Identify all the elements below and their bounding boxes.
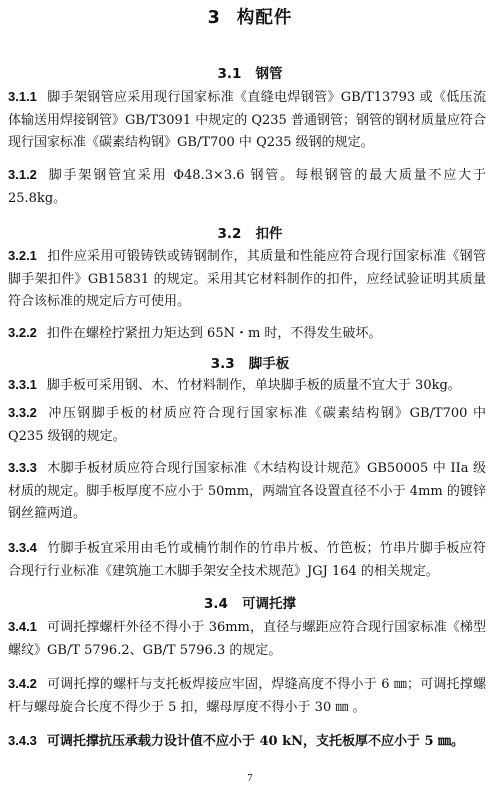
section-title: 钢管 bbox=[255, 66, 283, 82]
section-title: 脚手板 bbox=[248, 356, 290, 372]
page-number: 7 bbox=[247, 772, 253, 784]
clause-text: 冲压钢脚手板的材质应符合现行国家标准《碳素结构钢》GB/T700 中 Q235 级钢的规定。 bbox=[8, 406, 486, 444]
clause bbox=[8, 245, 486, 314]
section-number: 3.2 bbox=[217, 226, 242, 242]
chapter-title: 构配件 bbox=[236, 8, 293, 28]
clause-text: 扣件在螺栓拧紧扭力矩达到 65N・m 时，不得发生破坏。 bbox=[46, 326, 382, 341]
clause-number: 3.1.2 bbox=[8, 167, 37, 182]
clause-text: 竹脚手板宜采用由毛竹或楠竹制作的竹串片板、竹笆板；竹串片脚手板应符合现行行业标准《建筑施工木脚手架安全技术规范》JGJ 164 的相关规定。 bbox=[8, 541, 486, 579]
clause-text: 可调托撑抗压承载力设计值不应小于 40 kN，支托板厚不应小于 5 ㎜。 bbox=[46, 734, 465, 749]
section-heading bbox=[0, 62, 500, 82]
clause bbox=[8, 374, 486, 398]
clause-number: 3.3.2 bbox=[8, 405, 37, 420]
chapter-number: 3 bbox=[207, 8, 221, 28]
clause-number: 3.4.3 bbox=[8, 733, 37, 748]
clause-number: 3.3.1 bbox=[8, 377, 37, 392]
clause-number: 3.4.2 bbox=[8, 676, 37, 691]
section-number: 3.3 bbox=[210, 356, 235, 372]
clause-text: 木脚手板材质应符合现行国家标准《木结构设计规范》GB50005 中 IIa 级材质的规定。脚手板厚度不应小于 50mm，两端宜各设置直径不小于 4mm 的镀锌钢丝箍两道。 bbox=[8, 461, 486, 521]
clause-text: 脚手架钢管宜采用 Φ48.3×3.6 钢管。每根钢管的最大质量不应大于 25.8kg。 bbox=[8, 168, 486, 206]
clause bbox=[8, 673, 486, 719]
clause-number: 3.2.1 bbox=[8, 248, 37, 263]
clause bbox=[8, 537, 486, 583]
clause bbox=[8, 616, 486, 662]
clause-text: 脚手板可采用钢、木、竹材料制作，单块脚手板的质量不宜大于 30kg。 bbox=[46, 378, 461, 393]
section-title: 扣件 bbox=[255, 226, 283, 242]
clause-number: 3.3.4 bbox=[8, 540, 37, 555]
clause bbox=[8, 402, 486, 448]
clause bbox=[8, 322, 486, 346]
clause bbox=[8, 86, 486, 155]
section-number: 3.1 bbox=[217, 66, 242, 82]
clause-text: 扣件应采用可锻铸铁或铸钢制作，其质量和性能应符合现行国家标准《钢管脚手架扣件》GB15831 的规定。采用其它材料制作的扣件，应经试验证明其质量符合该标准的规定后方可使用。 bbox=[8, 249, 486, 309]
clause bbox=[8, 457, 486, 526]
clause-number: 3.2.2 bbox=[8, 325, 37, 340]
clause-number: 3.3.3 bbox=[8, 460, 37, 475]
section-heading bbox=[0, 222, 500, 242]
section-heading bbox=[0, 592, 500, 612]
clause-number: 3.4.1 bbox=[8, 619, 37, 634]
section-heading bbox=[0, 352, 500, 372]
clause-text: 可调托撑的螺杆与支托板焊接应牢固，焊缝高度不得小于 6 ㎜；可调托撑螺杆与螺母旋合长度不得少于 5 扣，螺母厚度不得小于 30 ㎜ 。 bbox=[8, 677, 486, 715]
clause-number: 3.1.1 bbox=[8, 89, 37, 104]
clause bbox=[8, 730, 486, 754]
clause bbox=[8, 164, 486, 210]
clause-text: 可调托撑螺杆外径不得小于 36mm，直径与螺距应符合现行国家标准《梯型螺纹》GB/T 5796.2、GB/T 5796.3 的规定。 bbox=[8, 620, 486, 658]
section-number: 3.4 bbox=[204, 596, 228, 612]
clause-text: 脚手架钢管应采用现行国家标准《直缝电焊钢管》GB/T13793 或《低压流体输送用焊接钢管》GB/T3091 中规定的 Q235 普通钢管；钢管的钢材质量应符合现行国家标准《碳素结构钢》GB/T700 中 Q235 级钢的规定。 bbox=[8, 90, 486, 150]
section-title: 可调托撑 bbox=[241, 596, 296, 612]
chapter-heading bbox=[0, 4, 500, 29]
